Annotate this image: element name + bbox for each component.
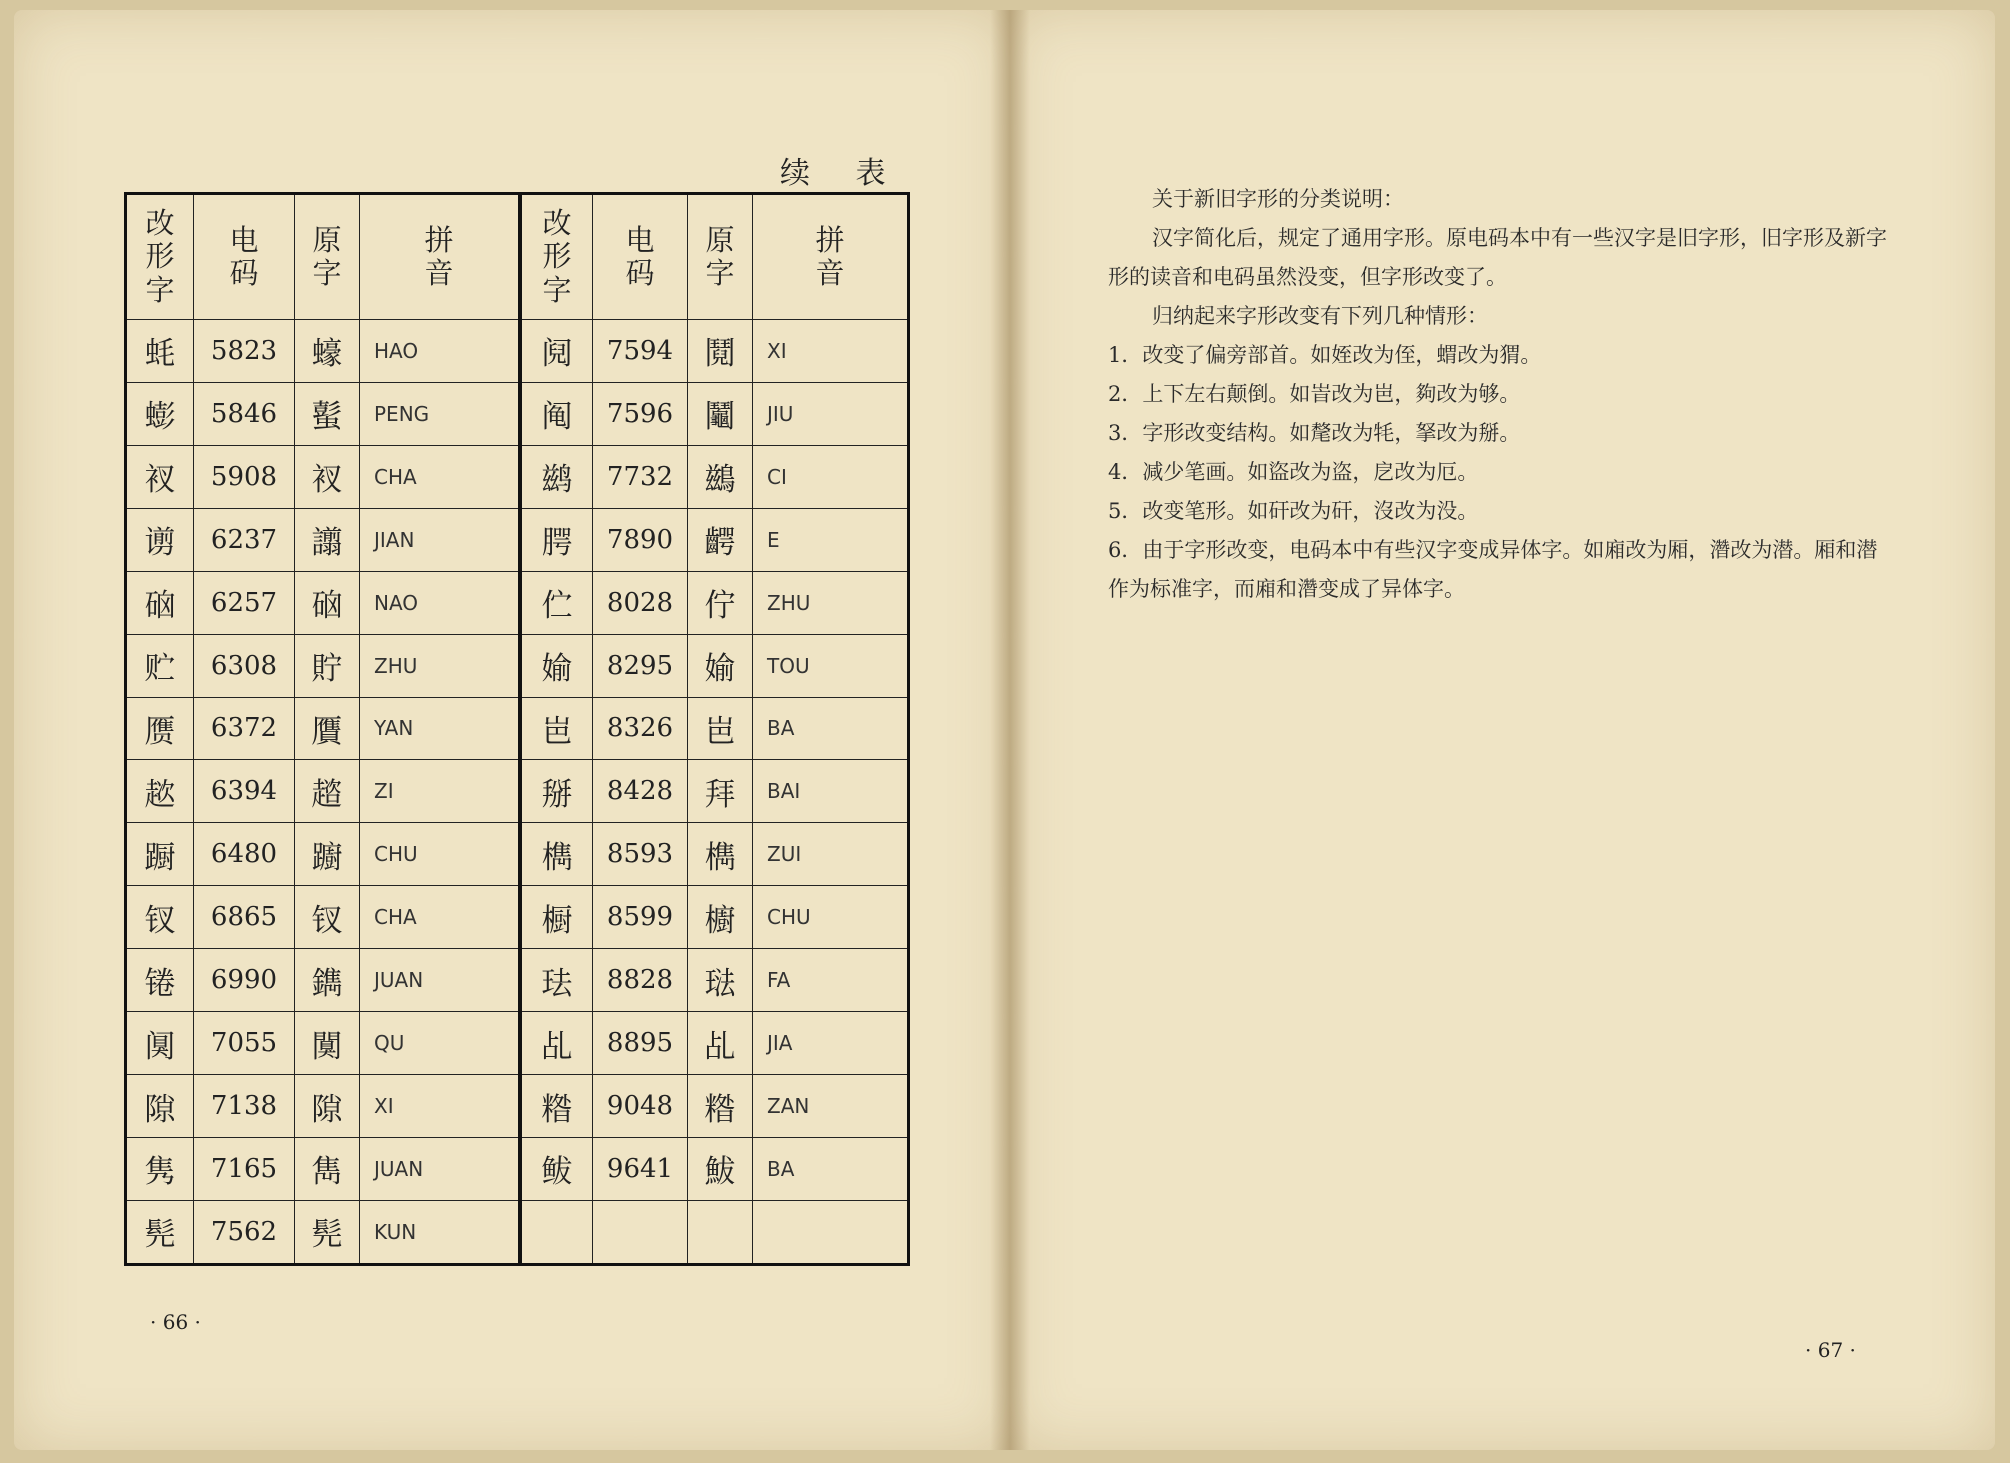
new-char-cell: 贮	[126, 634, 194, 697]
new-char-cell	[520, 1200, 593, 1264]
code-cell	[593, 1200, 688, 1264]
old-char-cell: 贋	[295, 697, 360, 760]
pinyin-cell: NAO	[360, 571, 521, 634]
code-cell: 7594	[593, 320, 688, 383]
new-char-cell: 鲅	[520, 1137, 593, 1200]
pinyin-cell: QU	[360, 1012, 521, 1075]
notes-item: 4．减少笔画。如盜改为盗，戹改为厄。	[1108, 460, 1479, 484]
new-char-cell: 赝	[126, 697, 194, 760]
code-cell: 7596	[593, 382, 688, 445]
notes-paragraph: 归纳起来字形改变有下列几种情形：	[1152, 304, 1488, 328]
new-char-cell: 谫	[126, 508, 194, 571]
new-char-cell: 岜	[520, 697, 593, 760]
old-char-cell: 鬮	[688, 382, 753, 445]
code-cell: 6372	[194, 697, 295, 760]
new-char-cell: 阋	[520, 320, 593, 383]
code-cell: 8599	[593, 886, 688, 949]
pinyin-cell: ZHU	[360, 634, 521, 697]
code-cell: 6394	[194, 760, 295, 823]
code-cell: 8326	[593, 697, 688, 760]
code-cell: 5908	[194, 445, 295, 508]
notes-paragraph: 汉字简化后，规定了通用字形。原电码本中有一些汉字是旧字形，旧字形及新字形的读音和电码虽然没变，但字形改变了。	[1108, 226, 1887, 289]
pinyin-cell: ZUI	[753, 823, 909, 886]
pinyin-cell: ZI	[360, 760, 521, 823]
pinyin-cell	[753, 1200, 909, 1264]
page-number-left: · 66 ·	[150, 1310, 201, 1334]
pinyin-cell: FA	[753, 949, 909, 1012]
old-char-cell: 檇	[688, 823, 753, 886]
col-header: 电码	[194, 194, 295, 320]
new-char-cell: 隽	[126, 1137, 194, 1200]
pinyin-cell: HAO	[360, 320, 521, 383]
code-cell: 8028	[593, 571, 688, 634]
new-char-cell: 趑	[126, 760, 194, 823]
old-char-cell: 佇	[688, 571, 753, 634]
code-cell: 8895	[593, 1012, 688, 1075]
new-char-cell: 蚝	[126, 320, 194, 383]
code-cell: 6237	[194, 508, 295, 571]
table-row	[126, 1012, 909, 1075]
pinyin-cell: CHA	[360, 445, 521, 508]
old-char-cell: 岜	[688, 697, 753, 760]
old-char-cell: 鬩	[688, 320, 753, 383]
old-char-cell: 雋	[295, 1137, 360, 1200]
code-cell: 8593	[593, 823, 688, 886]
old-char-cell: 媮	[688, 634, 753, 697]
table-row	[126, 508, 909, 571]
pinyin-cell: BAI	[753, 760, 909, 823]
pinyin-cell: BA	[753, 1137, 909, 1200]
old-char-cell: 闃	[295, 1012, 360, 1075]
table-row	[126, 445, 909, 508]
code-cell: 9048	[593, 1075, 688, 1138]
new-char-cell: 橱	[520, 886, 593, 949]
page-number-right: · 67 ·	[1805, 1338, 1856, 1362]
code-cell: 6480	[194, 823, 295, 886]
old-char-cell: 乩	[688, 1012, 753, 1075]
pinyin-cell: ZAN	[753, 1075, 909, 1138]
code-cell: 5823	[194, 320, 295, 383]
new-char-cell: 阄	[520, 382, 593, 445]
new-char-cell: 钗	[126, 886, 194, 949]
continuation-title: 续 表	[780, 156, 904, 191]
old-char-cell: 钗	[295, 886, 360, 949]
old-char-cell: 拜	[688, 760, 753, 823]
new-char-cell: 锩	[126, 949, 194, 1012]
table-header-row	[126, 194, 909, 320]
old-char-cell: 硇	[295, 571, 360, 634]
col-header: 原字	[295, 194, 360, 320]
code-cell: 7138	[194, 1075, 295, 1138]
new-char-cell: 媮	[520, 634, 593, 697]
pinyin-cell: CHU	[360, 823, 521, 886]
new-char-cell: 鹚	[520, 445, 593, 508]
old-char-cell: 趦	[295, 760, 360, 823]
old-char-cell: 譾	[295, 508, 360, 571]
old-char-cell: 糌	[688, 1075, 753, 1138]
col-header: 原字	[688, 194, 753, 320]
pinyin-cell: YAN	[360, 697, 521, 760]
notes-item: 3．字形改变结构。如氂改为牦，拏改为掰。	[1108, 421, 1521, 445]
new-char-cell: 阒	[126, 1012, 194, 1075]
table-row	[126, 1075, 909, 1138]
old-char-cell: 蠔	[295, 320, 360, 383]
col-header: 拼音	[360, 194, 521, 320]
code-cell: 5846	[194, 382, 295, 445]
table-row	[126, 823, 909, 886]
notes-item: 5．改变笔形。如矸改为矸，沒改为没。	[1108, 499, 1479, 523]
old-char-cell: 貯	[295, 634, 360, 697]
code-cell: 6308	[194, 634, 295, 697]
pinyin-cell: CHA	[360, 886, 521, 949]
pinyin-cell: E	[753, 508, 909, 571]
new-char-cell: 硇	[126, 571, 194, 634]
table-row	[126, 382, 909, 445]
old-char-cell: 鷀	[688, 445, 753, 508]
old-char-cell: 琺	[688, 949, 753, 1012]
code-cell: 7890	[593, 508, 688, 571]
book-gutter	[990, 10, 1030, 1450]
code-cell: 7165	[194, 1137, 295, 1200]
new-char-cell: 檇	[520, 823, 593, 886]
new-char-cell: 蟛	[126, 382, 194, 445]
col-header: 电码	[593, 194, 688, 320]
table-row	[126, 1137, 909, 1200]
pinyin-cell: JUAN	[360, 949, 521, 1012]
code-cell: 8428	[593, 760, 688, 823]
new-char-cell: 腭	[520, 508, 593, 571]
new-char-cell: 糌	[520, 1075, 593, 1138]
code-cell: 7055	[194, 1012, 295, 1075]
code-cell: 6257	[194, 571, 295, 634]
code-cell: 9641	[593, 1137, 688, 1200]
new-char-cell: 珐	[520, 949, 593, 1012]
code-cell: 8828	[593, 949, 688, 1012]
pinyin-cell: PENG	[360, 382, 521, 445]
pinyin-cell: XI	[753, 320, 909, 383]
character-table	[124, 192, 910, 1266]
code-cell: 6990	[194, 949, 295, 1012]
old-char-cell	[688, 1200, 753, 1264]
table-row	[126, 760, 909, 823]
new-char-cell: 掰	[520, 760, 593, 823]
old-char-cell: 衩	[295, 445, 360, 508]
pinyin-cell: CHU	[753, 886, 909, 949]
pinyin-cell: JIA	[753, 1012, 909, 1075]
table-row	[126, 886, 909, 949]
table-row	[126, 697, 909, 760]
col-header: 拼音	[753, 194, 909, 320]
pinyin-cell: KUN	[360, 1200, 521, 1264]
pinyin-cell: ZHU	[753, 571, 909, 634]
old-char-cell: 櫥	[688, 886, 753, 949]
table-row	[126, 320, 909, 383]
new-char-cell: 伫	[520, 571, 593, 634]
pinyin-cell: JIAN	[360, 508, 521, 571]
notes-item: 1．改变了偏旁部首。如姪改为侄，蝟改为猬。	[1108, 343, 1542, 367]
old-char-cell: 蟚	[295, 382, 360, 445]
col-header: 改形字	[520, 194, 593, 320]
old-char-cell: 鮁	[688, 1137, 753, 1200]
new-char-cell: 衩	[126, 445, 194, 508]
notes-item: 2．上下左右颠倒。如峕改为岜，夠改为够。	[1108, 382, 1521, 406]
old-char-cell: 躕	[295, 823, 360, 886]
pinyin-cell: TOU	[753, 634, 909, 697]
pinyin-cell: JIU	[753, 382, 909, 445]
notes-item: 6．由于字形改变，电码本中有些汉字变成异体字。如廂改为厢，濳改为潜。厢和潜作为标准字，而廂和濳变成了异体字。	[1108, 538, 1878, 601]
old-char-cell: 齶	[688, 508, 753, 571]
pinyin-cell: JUAN	[360, 1137, 521, 1200]
new-char-cell: 髡	[126, 1200, 194, 1264]
table-row	[126, 634, 909, 697]
col-header: 改形字	[126, 194, 194, 320]
pinyin-cell: BA	[753, 697, 909, 760]
table-row	[126, 949, 909, 1012]
new-char-cell: 乩	[520, 1012, 593, 1075]
code-cell: 8295	[593, 634, 688, 697]
notes-section	[1108, 180, 1888, 609]
new-char-cell: 蹰	[126, 823, 194, 886]
old-char-cell: 鐫	[295, 949, 360, 1012]
code-cell: 7732	[593, 445, 688, 508]
code-cell: 6865	[194, 886, 295, 949]
notes-heading: 关于新旧字形的分类说明：	[1152, 187, 1404, 211]
pinyin-cell: CI	[753, 445, 909, 508]
old-char-cell: 髡	[295, 1200, 360, 1264]
new-char-cell: 隙	[126, 1075, 194, 1138]
pinyin-cell: XI	[360, 1075, 521, 1138]
old-char-cell: 隙	[295, 1075, 360, 1138]
table-row	[126, 1200, 909, 1264]
code-cell: 7562	[194, 1200, 295, 1264]
table-row	[126, 571, 909, 634]
